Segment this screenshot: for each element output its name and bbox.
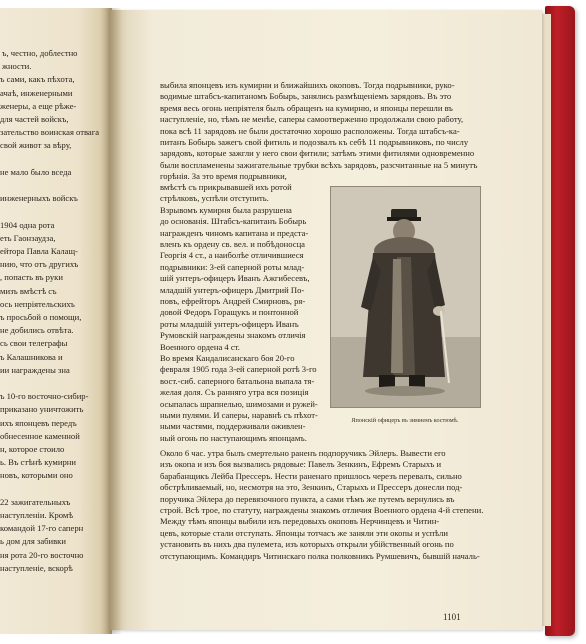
right-page-line: время весь огонь непріятеля былъ обращенъ на кумирню, и японцы перешли въ xyxy=(160,102,453,113)
photo-japanese-officer xyxy=(330,186,481,408)
right-page-line: стрѣлковъ, успѣли отступить. xyxy=(160,193,269,204)
right-page-line: изъ окопа и изъ боя вызвались рядовые: Павелъ Зенкинъ, Ефремъ Старыхъ и xyxy=(160,459,442,470)
left-page-line: ихъ японцевъ передъ xyxy=(0,417,77,428)
left-page-line: ейтора Павла Калащ- xyxy=(0,246,78,256)
left-page-line: еть Гаонзаудза, xyxy=(0,232,56,243)
left-page-line: ь дом для забивки xyxy=(0,536,66,547)
right-page-line: Военного ордена 4 ст. xyxy=(160,341,240,352)
right-page-line: питанъ Бобырь зажегъ свой фитиль и подозвалъ къ себѣ 11 подрывниковъ, по числу xyxy=(160,137,469,147)
right-page-line: Около 6 час. утра былъ смертельно раненъ подпоручикъ Эйлеръ. Вывести его xyxy=(160,448,446,458)
left-page-line: ось непріятельскихъ xyxy=(0,298,75,309)
officer-illustration xyxy=(331,187,480,407)
left-page-line: женеры, а еще рѣже- xyxy=(0,100,77,111)
left-page-line: ъ сами, какъ пѣхота, xyxy=(0,74,75,85)
right-page-line: довой Федоръ Горащукъ и понтонной xyxy=(160,307,299,318)
right-page-line: младшій унтеръ-офицеръ Дмитрий По- xyxy=(160,284,305,295)
right-page-line: наступленіе, но, тѣмъ не менѣе, саперы самоотверженно продолжали свою работу, xyxy=(160,114,464,125)
right-page-line: повъ, ефрейторъ Андрей Смирновъ, ря- xyxy=(160,296,306,306)
right-page-line: февраля 1905 года 3-ей саперной ротѣ 3-го xyxy=(160,364,317,375)
left-page-line: не добились отвѣта. xyxy=(0,325,74,336)
left-page-line: ъ просьбой о помощи, xyxy=(0,312,82,322)
right-page-line: Взрывомъ кумирня была разрушена xyxy=(160,204,292,215)
left-page-line: ь. Въ стѣнѣ кумирни xyxy=(0,457,76,468)
left-page-line: жности. xyxy=(2,61,32,72)
left-page-line: инженерныхъ войскъ xyxy=(0,193,78,204)
left-page-line: наступленіи. Кромѣ xyxy=(0,510,74,520)
left-page-line: ачаѣ, инженерными xyxy=(0,87,73,98)
right-page-line: подрывники: 3-ей саперной роты млад- xyxy=(160,261,305,272)
right-page-line: выбила японцевъ изъ кумирни и ближайшихъ окоповъ. Тогда подрывники, руко- xyxy=(160,80,455,90)
left-page-line: наступленіе, вскорѣ xyxy=(0,562,73,573)
left-page-line: зательство воинская отвага xyxy=(0,127,100,138)
right-page-line: установить въ нихъ два пулемета, изъ которыхъ открыли убійственный огонь по xyxy=(160,539,454,550)
left-page-line: новъ, которыми оно xyxy=(0,470,73,481)
right-page-line: водимые штабсъ-капитаномъ Бобырь, занялись размѣщеніемъ зарядовъ. Въ это xyxy=(160,91,452,102)
left-page-line: свой живот за вѣру, xyxy=(0,140,72,151)
left-page-line: нию, что отъ другихъ xyxy=(0,259,79,270)
left-page xyxy=(0,8,112,634)
right-page-line: отступающимъ. Командиръ Читинскаго полка полковникъ Румшевичъ, бывшій началь- xyxy=(160,550,480,561)
right-page-line: Георгія 4 ст., а наиболѣе отличившиеся xyxy=(160,250,304,261)
left-page-line: , попасть въ руки xyxy=(0,272,63,283)
left-page-line: не мало было вседа xyxy=(0,166,72,177)
right-page-line: строй. Всѣ трое, по статуту, награждены знакомъ отличия Военного ордена 4-й степени. xyxy=(160,505,484,515)
left-page-line: сь свои телеграфы xyxy=(0,338,68,349)
right-page-line: цевъ, которые стали отступать. Японцы тотчасъ же заняли эти окопы и успѣли xyxy=(160,527,448,538)
right-page-line: осыпалась шрапнелью, шимозами и ружей- xyxy=(160,398,318,409)
left-page-line: ии награждены зна xyxy=(0,364,70,375)
right-page-line: барабанщикъ Лейба Прессеръ. Нести раненаго пришлось черезъ перевалъ, сильно xyxy=(160,470,462,481)
right-page-line: Румовскій награждены знакомъ отличія xyxy=(160,330,306,341)
left-page-line: н, которое стоило xyxy=(0,444,65,454)
left-page-line: ъ Калашникова и xyxy=(0,351,63,362)
right-page-line: Между тѣмъ японцы выбили изъ передовыхъ окоповъ Нерчинцевъ и Читин- xyxy=(160,516,440,527)
left-page-line: обнесенное каменной xyxy=(0,430,80,441)
right-page-line: ными пулями. И саперы, наравнѣ съ пѣхот- xyxy=(160,410,318,420)
right-page-line: ный огонь по наступающимъ японцамъ. xyxy=(160,432,307,443)
left-page-line: приказано уничтожить xyxy=(0,404,84,415)
page-number: 1101 xyxy=(443,612,461,622)
left-page-line: ня рота 20-го восточно xyxy=(0,549,84,560)
left-page-line: мизъ вмѣстѣ съ xyxy=(0,285,57,296)
left-page-line: для частей войскъ, xyxy=(0,114,69,124)
right-page-line: горѣнія. За это время подрывники, xyxy=(160,171,287,182)
right-page-line: поручика Эйлера до перевязочного пункта, а сами тѣмъ же путемъ вернулись въ xyxy=(160,493,455,504)
right-page-line: награжденъ чиномъ капитана и предста- xyxy=(160,227,309,238)
left-page-line: ъ 10-го восточно-сибир- xyxy=(0,391,89,402)
left-page-line: командой 17-го саперн xyxy=(0,523,84,534)
right-page-line: вмѣстѣ съ прикрывавшей ихъ ротой xyxy=(160,182,292,192)
right-page-line: Во время Кандалисанскаго боя 20-го xyxy=(160,353,295,363)
left-page-line: 22 зажигательныхъ xyxy=(0,496,71,507)
right-page-line: зарядовъ, которые зажгли у него свои фитили; затѣмъ этими фитилями одновременно xyxy=(160,148,475,159)
right-page-line: обстрѣливаемый, но, несмотря на это, Зенкинъ, Старыхъ и Прессеръ донесли под- xyxy=(160,482,463,493)
right-page-line: вленъ къ ордену св. вел. и побѣдоносца xyxy=(160,239,305,249)
photo-caption: Японскій офицеръ въ зимнемъ костюмѣ. xyxy=(351,417,459,424)
left-page-line: 1904 одна рота xyxy=(0,219,55,230)
right-page-line: были воспламенены зажигательные трубки всѣхъ зарядовъ, разсчитанные на 5 минутъ xyxy=(160,159,478,170)
right-page-line: желая доля. Съ ранняго утра вся позиція xyxy=(160,387,309,398)
right-page-line: роты младшій унтеръ-офицеръ Иванъ xyxy=(160,318,299,329)
right-page-line: ными частями, поддерживали оживлен- xyxy=(160,421,306,432)
right-page-line: вост.-сиб. саперного батальона выпала тя- xyxy=(160,375,315,386)
right-page-line: пока всѣ 11 зарядовъ не были достаточно хорошо расположены. Тогда штабсъ-ка- xyxy=(160,125,460,136)
right-page xyxy=(110,10,542,630)
left-page-line: ъ, честно, доблестно xyxy=(2,48,78,58)
right-page-line: до основанія. Штабсъ-капитанъ Бобырь xyxy=(160,216,307,227)
right-page-line: шій унтеръ-офицеръ Иванъ Ажгибесевъ, xyxy=(160,273,310,284)
